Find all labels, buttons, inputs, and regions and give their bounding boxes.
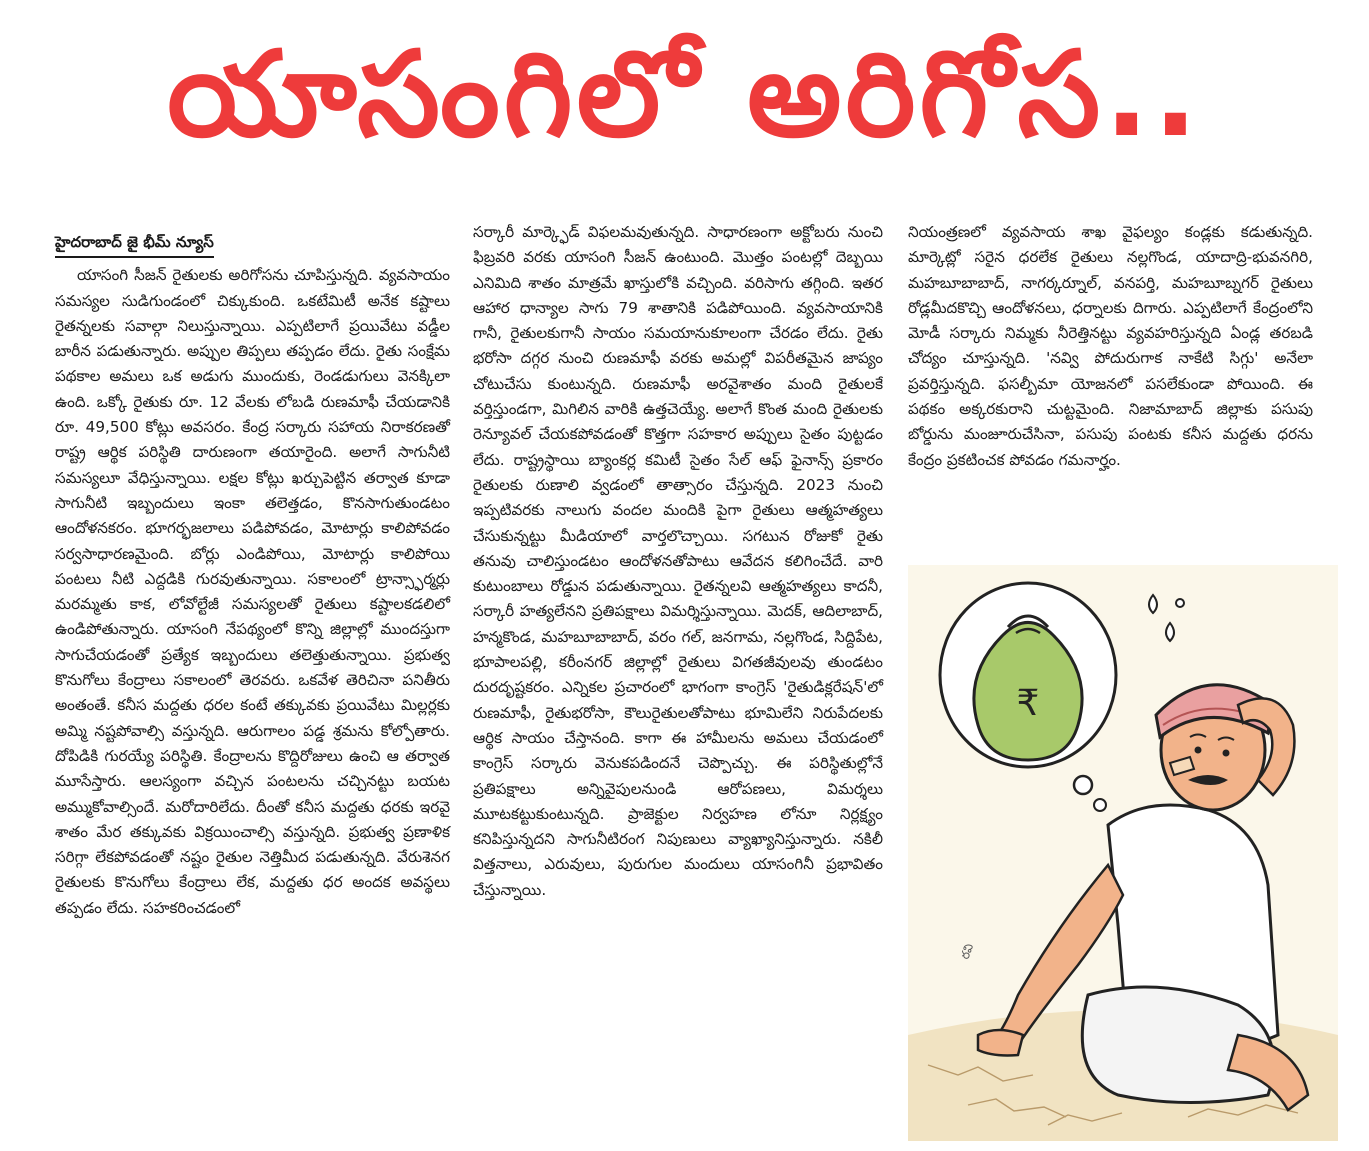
article-paragraph: నియంత్రణలో వ్యవసాయ శాఖ వైఫల్యం కండ్లకు కడుతున్నది. మార్కెట్లో సరైన ధరలేక రైతులు నల్లగొండ, యాదాద్రి-భువనగిరి, మహబూబాబాద్, నాగర్కర్నూల్, వనపర్తి, మహబూబ్నగర్ రైతులు రోడ్లమీదకొచ్చి ఆందోళనలు, ధర్నాలకు దిగారు. ఎప్పటిలాగే కేంద్రంలోని మోడీ సర్కారు నిమ్మకు నీరెత్తినట్టు వ్యవహరిస్తున్నది ఏండ్ల తరబడి చోద్యం చూస్తున్నది. 'నవ్వి పోదురుగాక నాకేటి సిగ్గు' అనేలా ప్రవర్తిస్తున్నది. ఫసల్బీమా యోజనలో పసలేకుండా పోయింది. ఈ పథకం అక్కరకురాని చుట్టమైంది. నిజామాబాద్ జిల్లాకు పసుపు బోర్డును మంజూరుచేసినా, పసుపు పంటకు కనీస మద్దతు ధరను కేంద్రం ప్రకటించక పోవడం గమనార్హం.	[908, 223, 1313, 469]
article-column-1	[55, 230, 450, 921]
rupee-symbol: ₹	[1016, 683, 1040, 724]
article-paragraph: సర్కారీ మార్క్ఫెడ్ విఫలమవుతున్నది. సాధారణంగా అక్టోబరు నుంచి ఫిబ్రవరి వరకు యాసంగి సీజన్ ఉంటుంది. మొత్తం పంటల్లో దెబ్బయి ఎనిమిది శాతం మాత్రమే ఖాస్తులోకి వచ్చింది. వరిసాగు తగ్గింది. ఇతర ఆహార ధాన్యాల సాగు 79 శాతానికి పడిపోయింది. వ్యవసాయానికి గానీ, రైతులకుగానీ సాయం సమయానుకూలంగా చేరడం లేదు. రైతు భరోసా దగ్గర నుంచి రుణమాఫీ వరకు అమల్లో విపరీతమైన జాప్యం చోటుచేసు కుంటున్నది. రుణమాఫీ అరవైశాతం మంది రైతులకే వర్తిస్తుండగా, మిగిలిన వారికి ఉత్తచెయ్యే. అలాగే కొంత మంది రైతులకు రెన్యూవల్ చేయకపోవడంతో కొత్తగా సహకార అప్పులు సైతం పుట్టడం లేదు. రాష్ట్రస్థాయి బ్యాంకర్ల కమిటీ సైతం సేల్ ఆఫ్ ఫైనాన్స్ ప్రకారం రైతులకు రుణాలి వ్వడంలో తాత్సారం చేస్తున్నది. 2023 నుంచి ఇప్పటివరకు నాలుగు వందల మందికి పైగా రైతులు ఆత్మహత్యలు చేసుకున్నట్టు మీడియాలో వార్తలొచ్చాయి. సగటున రోజుకో రైతు తనువు చాలిస్తుండటం ఆందోళనతోపాటు ఆవేదన కలిగించేదే. వారి కుటుంబాలు రోడ్డున పడుతున్నాయి. రైతన్నలవి ఆత్మహత్యలు కాదనీ, సర్కారీ హత్యలేనని ప్రతిపక్షాలు విమర్శిస్తున్నాయి. మెదక్, ఆదిలాబాద్, హన్మకొండ, మహబూబాబాద్, వరం గల్, జనగామ, నల్లగొండ, సిద్దిపేట, భూపాలపల్లి, కరీంనగర్ జిల్లాల్లో రైతులు విగతజీవులవు తుండటం దురదృష్టకరం. ఎన్నికల ప్రచారంలో భాగంగా కాంగ్రెస్ 'రైతుడిక్లరేషన్'లో రుణమాఫీ, రైతుభరోసా, కౌలురైతులతోపాటు భూమిలేని నిరుపేదలకు ఆర్థిక సాయం చేస్తానంది. కాగా ఈ హామీలను అమలు చేయడంలో కాంగ్రెస్ సర్కారు వెనుకపడిందనే చెప్పొచ్చు. ఈ పరిస్థితుల్లోనే ప్రతిపక్షాలు అన్నివైపులనుండి ఆరోపణలు, విమర్శలు మూటకట్టుకుంటున్నది. ప్రాజెక్టుల నిర్వహణ లోనూ నిర్లక్ష్యం కనిపిస్తున్నదని సాగునీటిరంగ నిపుణులు వ్యాఖ్యానిస్తున్నారు. నకిలీ విత్తనాలు, ఎరువులు, పురుగుల మందులు యాసంగినీ ప్రభావితం చేస్తున్నాయి.	[473, 223, 883, 899]
headline: యాసంగిలో అరిగోస..	[167, 25, 1202, 163]
article-paragraph: యాసంగి సీజన్ రైతులకు అరిగోసను చూపిస్తున్నది. వ్యవసాయం సమస్యల సుడిగుండంలో చిక్కుకుంది. ఒకటేమిటీ అనేక కష్టాలు రైతన్నలకు సవాల్గా నిలుస్తున్నాయి. ఎప్పటిలాగే ప్రయివేటు వడ్డీల బారీన పడుతున్నారు. అప్పుల తిప్పలు తప్పడం లేదు. రైతు సంక్షేమ పథకాల అమలు ఒక అడుగు ముందుకు, రెండడుగులు వెనక్కిలా ఉంది. ఒక్కో రైతుకు రూ. 12 వేలకు లోబడి రుణమాఫీ చేయడానికి రూ. 49,500 కోట్లు అవసరం. కేంద్ర సర్కారు సహాయ నిరాకరణతో రాష్ట్ర ఆర్థిక పరిస్థితి దారుణంగా తయారైంది. అలాగే సాగునీటి సమస్యలూ వేధిస్తున్నాయి. లక్షల కోట్లు ఖర్చుపెట్టిన తర్వాత కూడా సాగునీటి ఇబ్బందులు ఇంకా తలెత్తడం, కొనసాగుతుండటం ఆందోళనకరం. భూగర్భజలాలు పడిపోవడం, మోటార్లు కాలిపోవడం సర్వసాధారణమైంది. బోర్లు ఎండిపోయి, మోటార్లు కాలిపోయి పంటలు నీటి ఎద్దడికి గురవుతున్నాయి. సకాలంలో ట్రాన్స్ఫార్మర్లు మరమ్మతు కాక, లోవోల్టేజీ సమస్యలతో రైతులు కష్టాలకడలిలో ఉండిపోతున్నారు. యాసంగి నేపథ్యంలో కొన్ని జిల్లాల్లో ముందస్తుగా సాగుచేయడంతో ప్రత్యేక ఇబ్బందులు తలెత్తుతున్నాయి. ప్రభుత్వ కొనుగోలు కేంద్రాలు సకాలంలో తెరవరు. ఒకవేళ తెరిచినా పనితీరు అంతంతే. కనీస మద్దతు ధరల కంటే తక్కువకు ప్రయివేటు మిల్లర్లకు అమ్మి నష్టపోవాల్సి వస్తున్నది. ఆరుగాలం పడ్డ శ్రమను కోల్పోతారు. దోపిడికి గురయ్యే పరిస్థితి. కేంద్రాలను కొద్దిరోజులు ఉంచి ఆ తర్వాత మూసేస్తారు. ఆలస్యంగా వచ్చిన పంటలను చచ్చినట్టు బయట అమ్ముకోవాల్సిందే. మరోదారిలేదు. దీంతో కనీస మద్దతు ధరకు ఇరవై శాతం మేర తక్కువకు విక్రయించాల్సి వస్తున్నది. ప్రభుత్వ ప్రణాళిక సరిగ్గా లేకపోవడంతో నష్టం రైతుల నెత్తిమీద పడుతున్నది. వేరుశెనగ రైతులకు కొనుగోలు కేంద్రాలు లేక, మద్దతు ధర అందక అవస్థలు తప్పడం లేదు. సహకరించడంలో	[55, 266, 450, 917]
byline: హైదరాబాద్ జై భీమ్ న్యూస్	[55, 230, 214, 258]
article-column-2	[473, 220, 883, 903]
sweat-drops-icon	[1149, 595, 1184, 641]
farmer-cartoon	[908, 565, 1338, 1141]
artist-signature: రవి	[957, 941, 977, 962]
cartoon-illustration	[908, 565, 1338, 1141]
article-column-3	[908, 220, 1313, 473]
